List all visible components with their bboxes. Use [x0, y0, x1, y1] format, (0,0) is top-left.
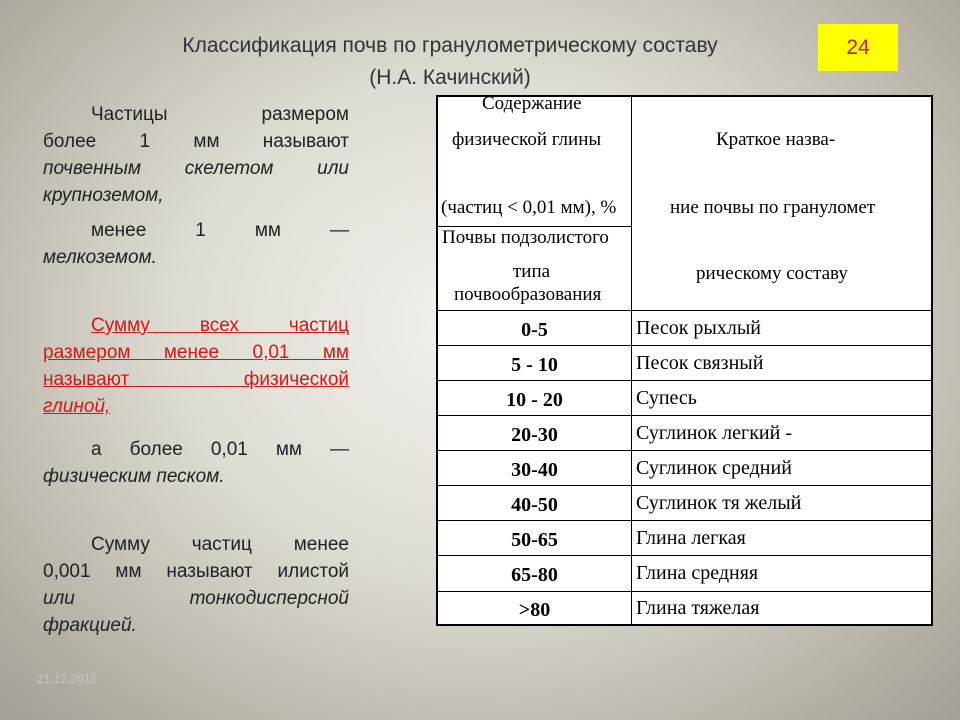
row-divider — [438, 520, 931, 521]
text-line: называют физической — [43, 369, 349, 390]
soil-name-cell: Суглинок средний — [636, 457, 792, 479]
range-cell: 0-5 — [521, 319, 548, 341]
range-cell: 65-80 — [511, 564, 558, 586]
header-left-text: физической глины — [452, 129, 602, 150]
range-cell: 40-50 — [511, 494, 558, 516]
header-right-text: Краткое назва- — [716, 129, 836, 150]
text-line: крупноземом, — [43, 185, 164, 206]
row-divider — [438, 415, 931, 416]
text-line: Сумму всех частиц — [91, 315, 349, 336]
row-divider — [438, 485, 931, 486]
header-left-text: (частиц < 0,01 мм), % — [441, 197, 617, 218]
header-left-text: почвообразования — [454, 284, 602, 305]
paragraph-physical-sand — [43, 436, 349, 490]
text-line: глиной, — [43, 396, 111, 417]
text-line: почвенным скелетом или — [43, 158, 349, 179]
column-divider — [631, 97, 632, 624]
paragraph-skeleton — [43, 101, 349, 209]
paragraph-physical-clay — [43, 312, 349, 420]
soil-name-cell: Супесь — [636, 387, 697, 409]
soil-name-cell: Суглинок тя желый — [636, 492, 802, 514]
soil-name-cell: Глина средняя — [636, 562, 759, 584]
range-cell: 10 - 20 — [506, 389, 563, 411]
title-line-1: Классификация почв по гранулометрическому составу — [182, 34, 718, 57]
text-line: Частицы размером — [91, 104, 349, 125]
soil-name-cell: Суглинок легкий - — [636, 422, 792, 444]
text-line: размером менее 0,01 мм — [43, 342, 349, 363]
row-divider — [438, 310, 931, 311]
soil-name-cell: Глина легкая — [636, 527, 746, 549]
text-line: а более 0,01 мм — — [91, 439, 349, 460]
row-divider — [438, 380, 931, 381]
range-cell: 5 - 10 — [511, 354, 558, 376]
text-line: Сумму частиц менее — [91, 534, 349, 555]
classification-table — [436, 95, 933, 626]
paragraph-silt — [43, 531, 349, 639]
slide-title — [100, 30, 800, 94]
text-line: физическим песком. — [43, 466, 225, 487]
paragraph-fine-earth — [43, 217, 349, 271]
range-cell: 50-65 — [511, 529, 558, 551]
text-line: мелкоземом. — [43, 247, 157, 268]
text-line: 0,001 мм называют илистой — [43, 561, 349, 582]
text-line: более 1 мм называют — [43, 131, 349, 152]
row-divider — [438, 591, 931, 592]
header-left-text: типа — [513, 261, 551, 282]
soil-name-cell: Песок рыхлый — [636, 317, 761, 339]
range-cell: 20-30 — [511, 424, 558, 446]
header-right-text: ние почвы по грануломет — [670, 197, 876, 218]
header-left-text: Почвы подзолистого — [442, 227, 609, 248]
page-number-badge: 24 — [818, 24, 898, 71]
range-cell: 30-40 — [511, 459, 558, 481]
text-line: или тонкодисперсной — [43, 588, 349, 609]
slide-date: 21.12.2015 — [37, 672, 98, 686]
soil-name-cell: Песок связный — [636, 352, 764, 374]
title-line-2: (Н.А. Качинский) — [369, 66, 531, 89]
header-left-text: Содержание — [482, 93, 582, 114]
header-right-text: рическому составу — [696, 263, 848, 284]
text-line: менее 1 мм — — [91, 220, 349, 241]
row-divider — [438, 450, 931, 451]
row-divider — [438, 345, 931, 346]
text-line: фракцией. — [43, 615, 137, 636]
soil-name-cell: Глина тяжелая — [636, 597, 760, 619]
range-cell: >80 — [518, 599, 551, 621]
row-divider — [438, 555, 931, 556]
